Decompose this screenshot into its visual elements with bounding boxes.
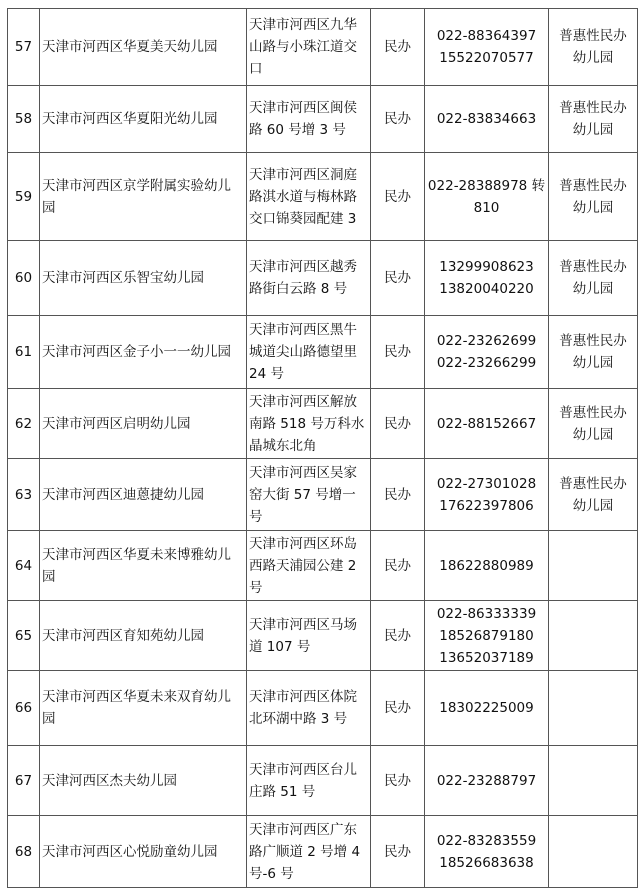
kindergarten-name: 天津市河西区乐智宝幼儿园 <box>40 241 247 316</box>
phone-number: 022-23266299 <box>436 355 537 371</box>
category: 普惠性民办幼儿园 <box>549 9 638 86</box>
address: 天津市河西区马场道 107 号 <box>247 601 371 671</box>
ownership-type: 民办 <box>371 316 425 389</box>
phone-number: 17622397806 <box>439 497 534 514</box>
phone-number: 13820040220 <box>439 281 534 297</box>
kindergarten-name: 天津市河西区华夏阳光幼儿园 <box>40 86 247 153</box>
phone-number: 18302225009 <box>439 700 534 716</box>
table-row <box>8 241 638 316</box>
phone-number: 022-88364397 <box>436 28 537 44</box>
phone-number: 022-27301028 <box>436 475 537 492</box>
table-row <box>8 316 638 389</box>
phone-number: 022-23288797 <box>436 772 537 789</box>
address: 天津市河西区九华山路与小珠江道交口 <box>247 9 371 86</box>
kindergarten-name: 天津市河西区金子小一一幼儿园 <box>40 316 247 389</box>
phone-cell <box>425 816 549 888</box>
phone-cell <box>425 671 549 746</box>
phone-number: 022-83283559 <box>436 832 537 849</box>
kindergarten-name: 天津市河西区华夏美天幼儿园 <box>40 9 247 86</box>
row-number: 59 <box>8 153 40 241</box>
phone-number: 022-23262699 <box>436 333 537 349</box>
phone-number: 13299908623 <box>439 259 534 275</box>
row-number: 67 <box>8 746 40 816</box>
category: 普惠性民办幼儿园 <box>549 153 638 241</box>
phone-cell <box>425 389 549 459</box>
row-number: 62 <box>8 389 40 459</box>
phone-number: 022-88152667 <box>436 415 537 432</box>
table-row <box>8 816 638 888</box>
category: 普惠性民办幼儿园 <box>549 389 638 459</box>
row-number: 60 <box>8 241 40 316</box>
row-number: 66 <box>8 671 40 746</box>
ownership-type: 民办 <box>371 9 425 86</box>
phone-number: 022-86333339 <box>436 605 537 622</box>
category <box>549 671 638 746</box>
phone-cell <box>425 459 549 531</box>
category <box>549 746 638 816</box>
phone-number: 022-83834663 <box>436 111 537 127</box>
table-row <box>8 746 638 816</box>
ownership-type: 民办 <box>371 459 425 531</box>
kindergarten-name: 天津市河西区迪蒽捷幼儿园 <box>40 459 247 531</box>
ownership-type: 民办 <box>371 153 425 241</box>
row-number: 58 <box>8 86 40 153</box>
address: 天津市河西区解放南路 518 号万科水晶城东北角 <box>247 389 371 459</box>
ownership-type: 民办 <box>371 601 425 671</box>
phone-cell <box>425 316 549 389</box>
phone-cell <box>425 9 549 86</box>
ownership-type: 民办 <box>371 816 425 888</box>
table-row <box>8 531 638 601</box>
kindergarten-name: 天津市河西区京学附属实验幼儿园 <box>40 153 247 241</box>
table-row <box>8 671 638 746</box>
address: 天津市河西区体院北环湖中路 3 号 <box>247 671 371 746</box>
address: 天津市河西区越秀路街白云路 8 号 <box>247 241 371 316</box>
address: 天津市河西区广东路广顺道 2 号增 4 号-6 号 <box>247 816 371 888</box>
kindergarten-name: 天津市河西区启明幼儿园 <box>40 389 247 459</box>
kindergarten-name: 天津市河西区育知苑幼儿园 <box>40 601 247 671</box>
phone-cell <box>425 241 549 316</box>
table-row <box>8 389 638 459</box>
table-row <box>8 9 638 86</box>
ownership-type: 民办 <box>371 746 425 816</box>
table-row <box>8 459 638 531</box>
phone-cell <box>425 153 549 241</box>
address: 天津市河西区台儿庄路 51 号 <box>247 746 371 816</box>
table-row <box>8 86 638 153</box>
table-row <box>8 601 638 671</box>
row-number: 64 <box>8 531 40 601</box>
address: 天津市河西区闽侯路 60 号增 3 号 <box>247 86 371 153</box>
category <box>549 601 638 671</box>
kindergarten-name: 天津市河西区华夏未来双育幼儿园 <box>40 671 247 746</box>
row-number: 61 <box>8 316 40 389</box>
ownership-type: 民办 <box>371 389 425 459</box>
row-number: 57 <box>8 9 40 86</box>
kindergarten-name: 天津河西区杰夫幼儿园 <box>40 746 247 816</box>
address: 天津市河西区黑牛城道尖山路德望里 24 号 <box>247 316 371 389</box>
phone-number: 18526879180 <box>439 627 534 644</box>
kindergarten-name: 天津市河西区华夏未来博雅幼儿园 <box>40 531 247 601</box>
phone-cell <box>425 746 549 816</box>
address: 天津市河西区洞庭路淇水道与梅林路交口锦葵园配建 3 <box>247 153 371 241</box>
ownership-type: 民办 <box>371 671 425 746</box>
table-row <box>8 153 638 241</box>
address: 天津市河西区环岛西路天浦园公建 2 号 <box>247 531 371 601</box>
ownership-type: 民办 <box>371 86 425 153</box>
row-number: 68 <box>8 816 40 888</box>
phone-number: 15522070577 <box>439 50 534 66</box>
category <box>549 531 638 601</box>
category: 普惠性民办幼儿园 <box>549 459 638 531</box>
row-number: 65 <box>8 601 40 671</box>
category <box>549 816 638 888</box>
phone-number: 022-28388978 转 810 <box>427 177 546 216</box>
category: 普惠性民办幼儿园 <box>549 86 638 153</box>
category: 普惠性民办幼儿园 <box>549 316 638 389</box>
row-number: 63 <box>8 459 40 531</box>
phone-number: 18526683638 <box>439 854 534 871</box>
ownership-type: 民办 <box>371 241 425 316</box>
phone-cell <box>425 531 549 601</box>
phone-number: 13652037189 <box>439 649 534 666</box>
phone-cell <box>425 601 549 671</box>
kindergarten-table <box>7 8 638 888</box>
kindergarten-name: 天津市河西区心悦励童幼儿园 <box>40 816 247 888</box>
phone-cell <box>425 86 549 153</box>
address: 天津市河西区吴家窑大街 57 号增一号 <box>247 459 371 531</box>
phone-number: 18622880989 <box>439 557 534 574</box>
ownership-type: 民办 <box>371 531 425 601</box>
category: 普惠性民办幼儿园 <box>549 241 638 316</box>
